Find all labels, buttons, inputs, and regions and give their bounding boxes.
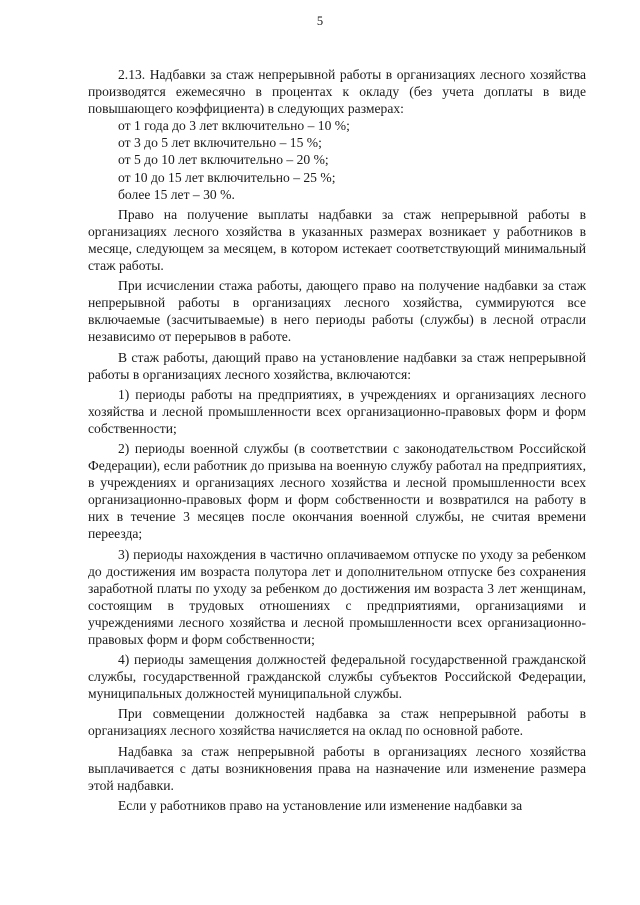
rate-item: от 1 года до 3 лет включительно – 10 %; xyxy=(118,118,350,134)
paragraph-included-periods: В стаж работы, дающий право на установление надбавки за стаж непрерывной работы в организациях лесного хозяйства, включаются: xyxy=(88,349,586,382)
rate-item: от 3 до 5 лет включительно – 15 %; xyxy=(118,135,322,151)
page-number: 5 xyxy=(316,14,324,28)
paragraph-combining-positions: При совмещении должностей надбавка за стаж непрерывной работы в организациях лесного хозяйства начисляется на оклад по основной работе. xyxy=(88,706,586,739)
paragraph-section-2-13: 2.13. Надбавки за стаж непрерывной работы в организациях лесного хозяйства производятся ежемесячно в процентах к окладу (без учета доплаты в виде повышающего коэффициента) в следующих размерах: xyxy=(88,67,586,117)
list-item-1: 1) периоды работы на предприятиях, в учреждениях и организациях лесного хозяйства и лесной промышленности всех организационно-правовых форм и форм собственности; xyxy=(88,386,586,436)
document-body xyxy=(88,66,586,814)
list-item-3: 3) периоды нахождения в частично оплачиваемом отпуске по уходу за ребенком до достижения им возраста полутора лет и дополнительном отпуске без сохранения заработной платы по уходу за ребенком до достижения им возраста 3 лет женщинам, состоящим в трудовых отношениях с предприятиями, организациями и учреждениями лесного хозяйства и лесной промышленности всех организационно-правовых форм и форм собственности; xyxy=(88,546,586,647)
rate-item: от 5 до 10 лет включительно – 20 %; xyxy=(118,152,329,168)
list-item-2: 2) периоды военной службы (в соответствии с законодательством Российской Федерации), если работник до призыва на военную службу работал на предприятиях, в учреждениях и организациях лесного хозяйства и лесной промышленности всех организационно-правовых форм и форм собственности и возвратился на работу в них в течение 3 месяцев после окончания военной службы, не считая времени переезда; xyxy=(88,440,586,542)
rate-item: от 10 до 15 лет включительно – 25 %; xyxy=(118,169,336,185)
list-item-4: 4) периоды замещения должностей федеральной государственной гражданской службы, государственной гражданской службы субъектов Российской Федерации, муниципальных должностей муниципальной службы. xyxy=(88,652,586,702)
paragraph-right-to-allowance: Право на получение выплаты надбавки за стаж непрерывной работы в организациях лесного хозяйства в указанных размерах возникает у работников в месяце, следующем за месяцем, в котором истекает соответствующий минимальный стаж работы. xyxy=(88,206,586,274)
rate-item: более 15 лет – 30 %. xyxy=(118,186,235,202)
paragraph-calculation: При исчислении стажа работы, дающего право на получение надбавки за стаж непрерывной работы в организациях лесного хозяйства, суммируются все включаемые (засчитываемые) в него периоды работы (службы) в лесной отрасли независимо от перерывов в работе. xyxy=(88,278,586,345)
rates-list xyxy=(88,117,586,202)
paragraph-continued: Если у работников право на установление или изменение надбавки за xyxy=(118,797,523,813)
paragraph-payment-date: Надбавка за стаж непрерывной работы в организациях лесного хозяйства выплачивается с даты возникновения права на назначение или изменение размера этой надбавки. xyxy=(88,743,586,793)
